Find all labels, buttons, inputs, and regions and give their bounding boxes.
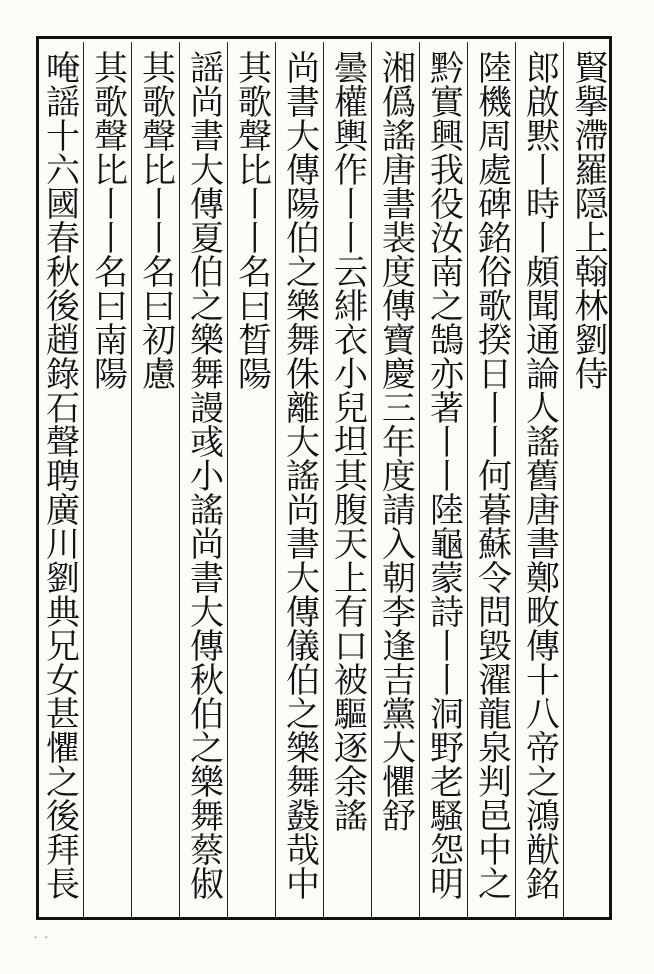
column-text: 謡尚書大傳夏伯之樂舞謾彧小謠尚書大傳秋伯之樂舞蔡俶 bbox=[183, 50, 224, 900]
column bbox=[84, 42, 132, 918]
column-text: 賢擧滯羅隠上翰林劉侍 bbox=[568, 50, 608, 390]
bottom-mark: - - bbox=[34, 932, 50, 943]
column bbox=[516, 42, 564, 918]
column-text: 黔實興我役汝南之鵠亦著丨丨陸龜蒙詩丨丨洞野老騷怨明 bbox=[423, 50, 464, 900]
column-text: 其歌聲比丨丨名曰南陽 bbox=[87, 50, 128, 390]
column bbox=[564, 42, 612, 918]
column bbox=[36, 42, 84, 918]
column-text: 尚書大傳陽伯之樂舞侏離大謠尚書大傳儀伯之樂舞鼗哉中 bbox=[279, 50, 320, 900]
column bbox=[468, 42, 516, 918]
column bbox=[372, 42, 420, 918]
column-text: 陸機周處碑銘俗歌揆日丨丨何暮蘇令問毀濯龍泉判邑中之 bbox=[471, 50, 512, 900]
column-text: 其歌聲比丨丨名曰晳陽 bbox=[231, 50, 272, 390]
column-text: 唵謡十六國春秋後趙錄石聲聘廣川劉典兄女甚懼之後拜長 bbox=[39, 50, 80, 900]
column bbox=[276, 42, 324, 918]
column-text: 郎啟黙丨時丨頗聞通論人謠舊唐書鄭畋傳十八帝之鴻猷銘 bbox=[519, 50, 560, 900]
column bbox=[180, 42, 228, 918]
column-text: 湘僞謠唐書裴度傳寶慶三年度請入朝李逢吉黨大懼舒 bbox=[375, 50, 416, 832]
column-text: 其歌聲比丨丨名曰初慮 bbox=[135, 50, 176, 390]
column-text: 曇權輿作丨丨云緋衣小兒坦其腹天上有口被驅逐余謠 bbox=[327, 50, 368, 832]
column bbox=[420, 42, 468, 918]
text-columns bbox=[36, 42, 612, 918]
column bbox=[228, 42, 276, 918]
column bbox=[324, 42, 372, 918]
column bbox=[132, 42, 180, 918]
